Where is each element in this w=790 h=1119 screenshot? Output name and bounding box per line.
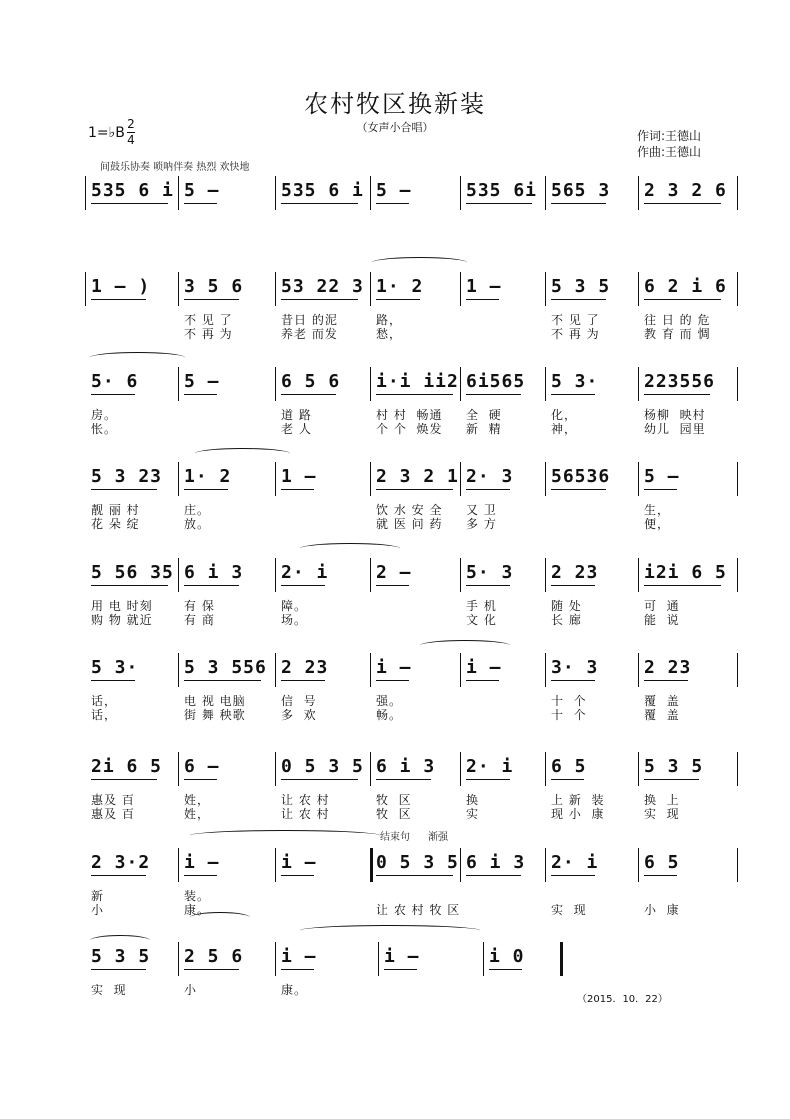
bar-line [737, 558, 738, 592]
measure-notes: 1 – [281, 466, 317, 487]
bar-line [460, 558, 461, 592]
bar-line [560, 942, 563, 976]
lyric-verse-2: 多 欢 [281, 708, 317, 722]
bar-line [545, 848, 546, 882]
lyric-verse-2: 新 精 [466, 422, 502, 436]
lyric-verse-2: 小 康 [644, 903, 680, 917]
measure-notes: 2 3·2 [91, 852, 151, 873]
measure-notes: i – [184, 852, 220, 873]
lyric-verse-1: 化， [551, 408, 578, 422]
note-beam [91, 875, 146, 876]
slur-mark [90, 935, 150, 946]
bar-line [545, 176, 546, 210]
bar-line [638, 752, 639, 786]
measure-notes: 535 6 i [91, 180, 174, 201]
note-beam [551, 779, 584, 780]
lyric-verse-2: 实 现 [644, 807, 680, 821]
measure-notes: 6 5 [551, 756, 587, 777]
bar-line [638, 176, 639, 210]
lyric-verse-2: 话， [91, 708, 118, 722]
measure-notes: 535 6 i [281, 180, 364, 201]
lyric-verse-2: 老 人 [281, 422, 312, 436]
note-beam [466, 299, 499, 300]
bar-line [460, 848, 461, 882]
measure-notes: 5· 3 [466, 562, 514, 583]
note-beam [644, 489, 677, 490]
measure-notes: 2 3 2 6 [644, 180, 727, 201]
measure-notes: 6 – [184, 756, 220, 777]
measure-notes: 2 5 6 [184, 946, 244, 967]
bar-line [85, 176, 86, 210]
lyric-verse-2: 有 商 [184, 613, 215, 627]
lyric-verse-2: 小 [91, 903, 105, 917]
lyric-verse-1: 手 机 [466, 599, 497, 613]
note-beam [551, 585, 595, 586]
note-beam [466, 203, 532, 204]
bar-line [370, 558, 371, 592]
lyric-verse-1: 不 见 了 [551, 313, 600, 327]
measure-notes: 6 i 3 [466, 852, 526, 873]
lyric-verse-1: 信 号 [281, 694, 317, 708]
slur-mark [300, 925, 480, 936]
measure-notes: 6 2 i 6 [644, 276, 727, 297]
lyric-verse-1: 小 [184, 983, 198, 997]
lyric-verse-1: 牧 区 [376, 793, 412, 807]
bar-line [545, 752, 546, 786]
measure-notes: 3 5 6 [184, 276, 244, 297]
measure-notes: 6 5 [644, 852, 680, 873]
note-beam [91, 680, 135, 681]
lyric-verse-1: 饮 水 安 全 [376, 503, 443, 517]
lyric-verse-1: 靓 丽 村 [91, 503, 140, 517]
lyric-verse-2: 不 再 为 [184, 327, 233, 341]
bar-line [85, 272, 86, 306]
bar-line [638, 558, 639, 592]
lyric-verse-1: 不 见 了 [184, 313, 233, 327]
lyric-verse-1: 道 路 [281, 408, 312, 422]
note-beam [376, 875, 453, 876]
bar-line [275, 176, 276, 210]
lyric-verse-1: 生， [644, 503, 671, 517]
bar-line [737, 176, 738, 210]
note-beam [184, 394, 217, 395]
note-beam [489, 969, 522, 970]
bar-line [737, 653, 738, 687]
note-beam [281, 875, 314, 876]
lyric-verse-1: 十 个 [551, 694, 587, 708]
lyric-verse-2: 教 育 而 惆 [644, 327, 711, 341]
note-beam [644, 680, 688, 681]
lyric-verse-1: 电 视 电脑 [184, 694, 246, 708]
lyric-verse-1: 村 村 畅通 [376, 408, 443, 422]
time-signature-bottom: 4 [127, 133, 135, 147]
measure-notes: 0 5 3 5 [281, 756, 364, 777]
measure-notes: 53 22 3 [281, 276, 364, 297]
bar-line [178, 653, 179, 687]
measure-notes: 1· 2 [184, 466, 232, 487]
slur-mark [90, 352, 185, 363]
measure-notes: 6i565 [466, 371, 526, 392]
lyric-verse-1: 往 日 的 危 [644, 313, 711, 327]
bar-line [178, 942, 179, 976]
lyric-verse-1: 实 现 [91, 983, 127, 997]
note-beam [281, 394, 336, 395]
bar-line [460, 272, 461, 306]
note-beam [184, 779, 217, 780]
note-beam [644, 203, 721, 204]
slur-mark [420, 640, 510, 651]
bar-line [370, 462, 371, 496]
lyric-verse-2: 场。 [281, 613, 308, 627]
note-beam [644, 394, 710, 395]
bar-line [370, 176, 371, 210]
note-beam [91, 779, 157, 780]
song-subtitle: （女声小合唱） [356, 121, 434, 134]
note-beam [184, 585, 239, 586]
measure-notes: 5 3 5 [551, 276, 611, 297]
lyric-verse-2: 养老 而发 [281, 327, 338, 341]
bar-line [378, 942, 379, 976]
measure-notes: 56536 [551, 466, 611, 487]
lyric-verse-2: 惠及 百 [91, 807, 135, 821]
measure-notes: 2 23 [281, 657, 329, 678]
measure-notes: 2· i [466, 756, 514, 777]
note-beam [466, 585, 510, 586]
measure-notes: 565 3 [551, 180, 611, 201]
measure-notes: 2· i [551, 852, 599, 873]
lyric-verse-1: 新 [91, 889, 105, 903]
note-beam [91, 969, 146, 970]
lyric-verse-2: 不 再 为 [551, 327, 600, 341]
measure-notes: 1 – ) [91, 276, 151, 297]
note-beam [281, 969, 314, 970]
bar-line [275, 558, 276, 592]
lyric-verse-2: 便， [644, 517, 671, 531]
lyric-verse-2: 现 小 康 [551, 807, 605, 821]
note-beam [91, 299, 146, 300]
measure-notes: 1· 2 [376, 276, 424, 297]
lyric-verse-1: 可 通 [644, 599, 680, 613]
lyric-verse-2: 实 现 [551, 903, 587, 917]
lyric-verse-1: 强。 [376, 694, 403, 708]
measure-notes: 5 3· [91, 657, 139, 678]
note-beam [644, 875, 677, 876]
slur-mark [190, 912, 250, 923]
lyric-verse-1: 覆 盖 [644, 694, 680, 708]
bar-line [460, 653, 461, 687]
bar-line [737, 462, 738, 496]
note-beam [376, 299, 420, 300]
bar-line [370, 272, 371, 306]
note-beam [281, 779, 358, 780]
bar-line [178, 272, 179, 306]
lyric-verse-2: 个 个 焕发 [376, 422, 443, 436]
lyric-verse-2: 多 方 [466, 517, 497, 531]
bar-line [638, 653, 639, 687]
note-beam [184, 875, 217, 876]
bar-line [178, 848, 179, 882]
measure-notes: 5 3 23 [91, 466, 163, 487]
composition-date: （2015．10．22） [577, 994, 668, 1005]
note-beam [644, 585, 721, 586]
key-signature: 1=♭B [88, 125, 125, 141]
measure-notes: 5 3 556 [184, 657, 267, 678]
lyric-verse-1: 惠及 百 [91, 793, 135, 807]
measure-notes: 2 23 [551, 562, 599, 583]
measure-notes: 0 5 3 5 [376, 852, 459, 873]
lyric-verse-1: 话， [91, 694, 118, 708]
bar-line [638, 367, 639, 401]
note-beam [184, 489, 228, 490]
note-beam [551, 680, 595, 681]
measure-notes: i – [376, 657, 412, 678]
lyric-verse-1: 路， [376, 313, 403, 327]
bar-line [275, 272, 276, 306]
slur-mark [190, 830, 380, 841]
measure-notes: 5 – [644, 466, 680, 487]
note-beam [466, 779, 510, 780]
measure-notes: 5 – [184, 371, 220, 392]
measure-notes: 223556 [644, 371, 716, 392]
measure-notes: 5· 6 [91, 371, 139, 392]
note-beam [384, 969, 417, 970]
note-beam [184, 969, 239, 970]
measure-notes: i – [384, 946, 420, 967]
bar-line [370, 848, 373, 882]
bar-line [275, 848, 276, 882]
note-beam [466, 680, 499, 681]
song-title: 农村牧区换新装 [304, 90, 486, 118]
slur-mark [195, 448, 290, 459]
lyric-verse-1: 昔日 的泥 [281, 313, 338, 327]
lyric-verse-2: 就 医 问 药 [376, 517, 443, 531]
lyric-verse-1: 全 硬 [466, 408, 502, 422]
slur-mark [372, 257, 467, 268]
lyric-verse-2: 幼儿 园里 [644, 422, 706, 436]
lyric-verse-1: 杨柳 映村 [644, 408, 706, 422]
measure-notes: 5 3 5 [644, 756, 704, 777]
measure-notes: i – [466, 657, 502, 678]
measure-notes: 2 – [376, 562, 412, 583]
bar-line [460, 367, 461, 401]
note-beam [281, 203, 358, 204]
note-beam [466, 489, 510, 490]
bar-line [737, 272, 738, 306]
measure-notes: 6 i 3 [184, 562, 244, 583]
lyric-verse-2: 牧 区 [376, 807, 412, 821]
note-beam [376, 680, 409, 681]
bar-line [545, 367, 546, 401]
lyric-verse-1: 庄。 [184, 503, 211, 517]
note-beam [281, 489, 314, 490]
lyric-verse-1: 让 农 村 [281, 793, 330, 807]
measure-notes: i – [281, 946, 317, 967]
bar-line [275, 942, 276, 976]
measure-notes: 5 3· [551, 371, 599, 392]
bar-line [545, 653, 546, 687]
lyric-verse-1: 障。 [281, 599, 308, 613]
bar-line [275, 367, 276, 401]
bar-line [178, 558, 179, 592]
measure-notes: 3· 3 [551, 657, 599, 678]
dynamic-marking: 渐强 [428, 832, 448, 843]
bar-line [737, 367, 738, 401]
bar-line [370, 653, 371, 687]
lyric-verse-2: 购 物 就近 [91, 613, 153, 627]
measure-notes: 6 i 3 [376, 756, 436, 777]
bar-line [483, 942, 484, 976]
bar-line [638, 272, 639, 306]
lyric-verse-2: 怅。 [91, 422, 118, 436]
lyric-verse-2: 让 农 村 牧 区 [376, 903, 461, 917]
bar-line [460, 752, 461, 786]
ending-marking: 结束句 [380, 832, 410, 843]
lyric-verse-1: 装。 [184, 889, 211, 903]
lyric-verse-1: 房。 [91, 408, 118, 422]
measure-notes: 2 23 [644, 657, 692, 678]
measure-notes: 535 6i [466, 180, 538, 201]
bar-line [178, 176, 179, 210]
note-beam [184, 680, 261, 681]
slur-mark [300, 543, 400, 554]
note-beam [91, 394, 135, 395]
measure-notes: i2i 6 5 [644, 562, 727, 583]
lyric-verse-2: 姓， [184, 807, 211, 821]
note-beam [281, 299, 358, 300]
note-beam [281, 680, 325, 681]
note-beam [644, 299, 721, 300]
lyric-verse-2: 愁， [376, 327, 403, 341]
lyric-verse-1: 又 卫 [466, 503, 497, 517]
note-beam [91, 203, 168, 204]
note-beam [184, 203, 217, 204]
lyric-verse-1: 姓， [184, 793, 211, 807]
note-beam [376, 779, 431, 780]
bar-line [638, 462, 639, 496]
measure-notes: 2· 3 [466, 466, 514, 487]
lyric-verse-2: 畅。 [376, 708, 403, 722]
measure-notes: 6 5 6 [281, 371, 341, 392]
measure-notes: 5 56 35 [91, 562, 174, 583]
note-beam [466, 394, 521, 395]
lyric-verse-1: 康。 [281, 983, 308, 997]
lyric-verse-2: 能 说 [644, 613, 680, 627]
bar-line [370, 367, 371, 401]
tempo-marking: 间鼓乐协奏 唢呐伴奏 热烈 欢快地 [100, 162, 250, 173]
measure-notes: 2· i [281, 562, 329, 583]
composer-credit: 作曲:王德山 [637, 145, 702, 159]
note-beam [376, 585, 409, 586]
note-beam [184, 299, 239, 300]
lyric-verse-1: 随 处 [551, 599, 582, 613]
note-beam [376, 394, 453, 395]
lyric-verse-2: 文 化 [466, 613, 497, 627]
lyric-verse-1: 换 [466, 793, 480, 807]
note-beam [644, 779, 699, 780]
measure-notes: i·i ii2 [376, 371, 459, 392]
note-beam [551, 203, 606, 204]
bar-line [460, 176, 461, 210]
note-beam [376, 489, 453, 490]
note-beam [376, 203, 409, 204]
note-beam [551, 299, 606, 300]
bar-line [545, 462, 546, 496]
lyric-verse-1: 上 新 装 [551, 793, 605, 807]
lyric-verse-2: 街 舞 秧歌 [184, 708, 246, 722]
measure-notes: 2 3 2 1 [376, 466, 459, 487]
bar-line [737, 848, 738, 882]
lyric-verse-2: 花 朵 绽 [91, 517, 140, 531]
lyric-verse-2: 康。 [184, 903, 211, 917]
note-beam [281, 585, 325, 586]
bar-line [638, 848, 639, 882]
lyric-verse-2: 放。 [184, 517, 211, 531]
measure-notes: i – [281, 852, 317, 873]
lyric-verse-2: 实 [466, 807, 480, 821]
bar-line [737, 752, 738, 786]
measure-notes: i 0 [489, 946, 525, 967]
note-beam [466, 875, 521, 876]
bar-line [275, 653, 276, 687]
bar-line [178, 752, 179, 786]
lyric-verse-2: 十 个 [551, 708, 587, 722]
bar-line [370, 752, 371, 786]
lyric-verse-1: 有 保 [184, 599, 215, 613]
note-beam [91, 489, 157, 490]
lyricist-credit: 作词:王德山 [637, 129, 702, 143]
note-beam [551, 489, 606, 490]
measure-notes: 2i 6 5 [91, 756, 163, 777]
bar-line [545, 558, 546, 592]
note-beam [551, 875, 595, 876]
lyric-verse-1: 换 上 [644, 793, 680, 807]
bar-line [275, 752, 276, 786]
bar-line [545, 272, 546, 306]
time-signature [127, 118, 135, 147]
measure-notes: 5 – [184, 180, 220, 201]
measure-notes: 1 – [466, 276, 502, 297]
time-signature-top: 2 [127, 117, 135, 131]
lyric-verse-2: 神， [551, 422, 578, 436]
measure-notes: 5 – [376, 180, 412, 201]
bar-line [178, 367, 179, 401]
lyric-verse-2: 长 廊 [551, 613, 582, 627]
lyric-verse-2: 让 农 村 [281, 807, 330, 821]
note-beam [551, 394, 595, 395]
bar-line [275, 462, 276, 496]
lyric-verse-2: 覆 盖 [644, 708, 680, 722]
lyric-verse-1: 用 电 时刻 [91, 599, 153, 613]
bar-line [178, 462, 179, 496]
note-beam [91, 585, 168, 586]
bar-line [460, 462, 461, 496]
measure-notes: 5 3 5 [91, 946, 151, 967]
